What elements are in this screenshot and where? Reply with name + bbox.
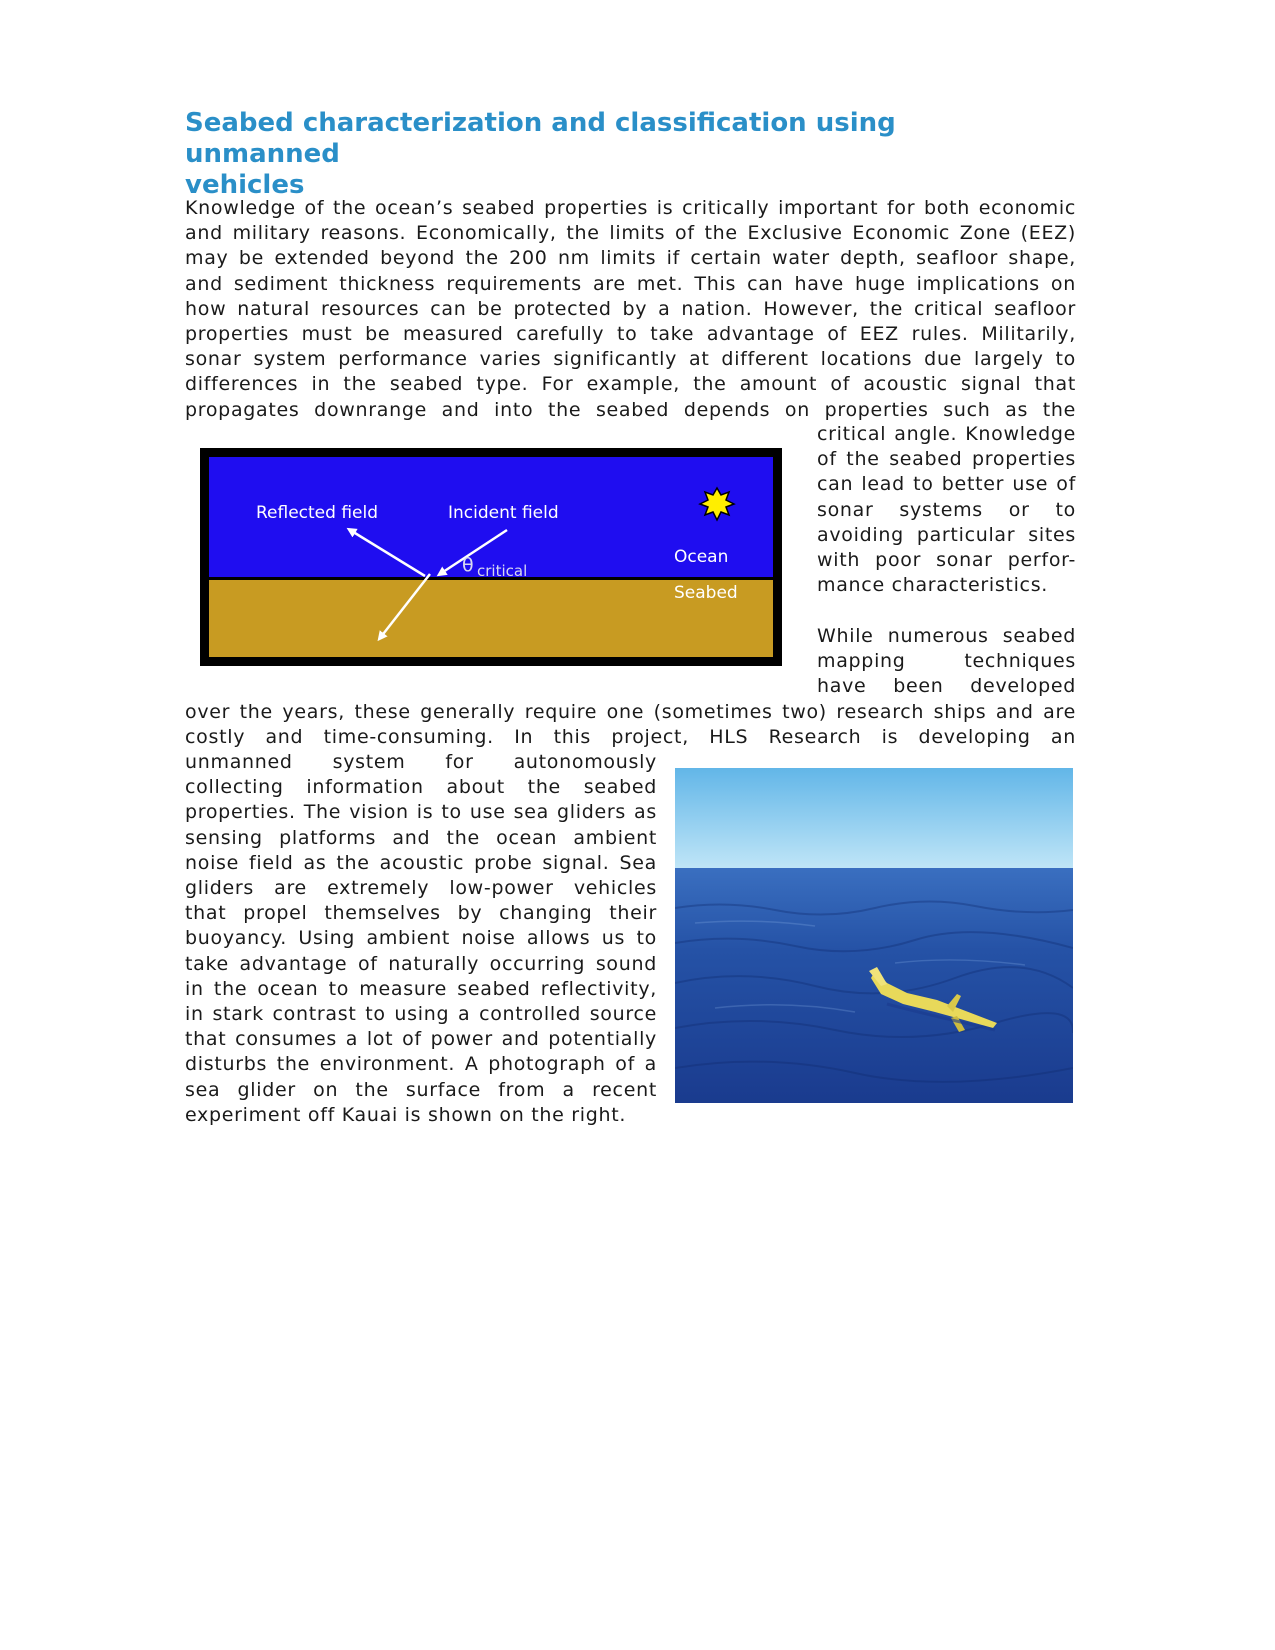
text-line: can lead to better use of: [817, 473, 1076, 496]
text-line: mapping techniques: [817, 650, 1076, 673]
text-line: over the years, these generally require one (sometimes two) research ships and are: [185, 701, 1076, 723]
side-paragraph-2: [817, 624, 1076, 700]
sky: [675, 768, 1073, 868]
title-line-2: vehicles: [185, 170, 305, 200]
text-line: in the ocean to measure seabed reflectivity,: [185, 977, 657, 1000]
text-line: of the seabed properties: [817, 448, 1076, 471]
text-line: sensing platforms and the ocean ambient: [185, 826, 657, 849]
text-line: costly and time-consuming. In this project, HLS Research is developing an: [185, 726, 1076, 749]
glider-paragraph: [185, 750, 657, 1128]
sound-source-burst-icon: [700, 488, 734, 520]
text-line: and military reasons. Economically, the limits of the Exclusive Economic Zone (EEZ): [185, 222, 1076, 245]
text-line: unmanned system for autonomously: [185, 751, 657, 773]
continuation-paragraph: [185, 700, 1076, 750]
text-line: differences in the seabed type. For example, the amount of acoustic signal that: [185, 373, 1076, 396]
text-line: Knowledge of the ocean’s seabed properties is critically important for both economic: [185, 197, 1076, 219]
text-line: mance characteristics.: [817, 574, 1049, 597]
text-line: with poor sonar perfor-: [817, 549, 1076, 572]
text-line: sonar systems or to: [817, 498, 1076, 521]
text-line: and sediment thickness requirements are met. This can have huge implications on: [185, 272, 1076, 295]
text-line: While numerous seabed: [817, 625, 1076, 647]
reflected-field-label: Reflected field: [256, 503, 379, 523]
incident-field-label: Incident field: [448, 503, 559, 523]
text-line: gliders are extremely low-power vehicles: [185, 877, 657, 900]
reflection-diagram-svg: [200, 448, 782, 666]
reflection-diagram: [200, 448, 782, 666]
text-line: take advantage of naturally occurring sound: [185, 952, 657, 975]
page-title: [185, 108, 1045, 201]
text-line: have been developed: [817, 675, 1076, 698]
theta-symbol: θ: [462, 554, 474, 576]
text-line: disturbs the environment. A photograph of a: [185, 1053, 657, 1076]
seabed-label: Seabed: [674, 583, 738, 603]
text-line: propagates downrange and into the seabed depends on properties such as the: [185, 398, 1076, 421]
text-line: collecting information about the seabed: [185, 776, 657, 799]
text-line: properties must be measured carefully to take advantage of EEZ rules. Militarily,: [185, 323, 1076, 346]
theta-subscript: critical: [477, 562, 528, 580]
text-line: buoyancy. Using ambient noise allows us to: [185, 927, 657, 950]
text-line: how natural resources can be protected by a nation. However, the critical seafloor: [185, 297, 1076, 320]
text-line: may be extended beyond the 200 nm limits if certain water depth, seafloor shape,: [185, 247, 1076, 270]
text-line: that consumes a lot of power and potentially: [185, 1028, 657, 1051]
text-line: sea glider on the surface from a recent: [185, 1078, 657, 1101]
intro-paragraph: [185, 196, 1076, 423]
text-line: properties. The vision is to use sea gliders as: [185, 801, 657, 824]
side-paragraph-1: [817, 422, 1076, 598]
sea: [675, 868, 1073, 1103]
title-line-1: Seabed characterization and classification using unmanned: [185, 108, 896, 169]
text-line: in stark contrast to using a controlled source: [185, 1003, 657, 1026]
text-line: that propel themselves by changing their: [185, 902, 657, 925]
sea-glider-photo-svg: [675, 768, 1073, 1103]
text-line: experiment off Kauai is shown on the right.: [185, 1103, 627, 1126]
text-line: sonar system performance varies significantly at different locations due largely to: [185, 348, 1076, 371]
text-line: critical angle. Knowledge: [817, 423, 1076, 445]
sea-glider-photo: [675, 768, 1073, 1103]
ocean-label: Ocean: [674, 547, 729, 567]
text-line: avoiding particular sites: [817, 523, 1076, 546]
text-line: noise field as the acoustic probe signal. Sea: [185, 851, 657, 874]
